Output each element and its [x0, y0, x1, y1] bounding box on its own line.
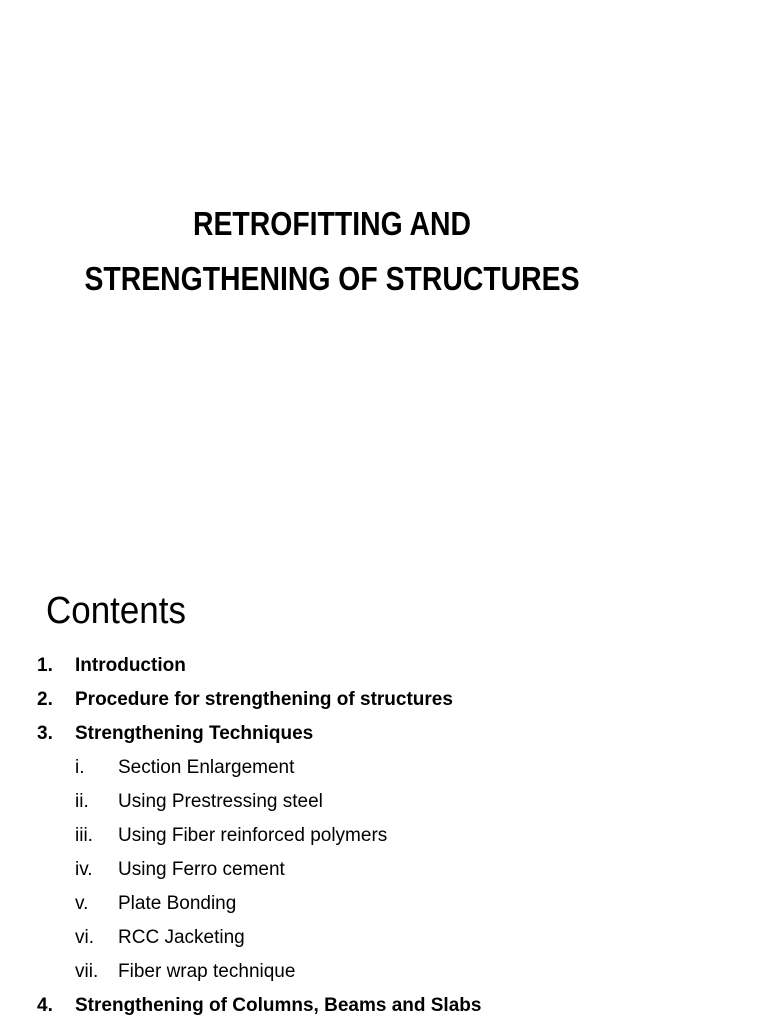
- item-number: 4.: [37, 995, 53, 1016]
- subitem-text: Using Fiber reinforced polymers: [118, 825, 388, 846]
- subitem-number: v.: [75, 893, 89, 914]
- subitem-text: Using Prestressing steel: [118, 791, 323, 812]
- contents-item-introduction: [37, 649, 757, 683]
- contents-subitem-prestressing-steel: [37, 785, 757, 819]
- contents-list: [37, 649, 757, 1023]
- item-number: 3.: [37, 723, 53, 744]
- subitem-text: Plate Bonding: [118, 893, 237, 914]
- contents-subitem-plate-bonding: [37, 887, 757, 921]
- contents-subitem-fiber-wrap: [37, 955, 757, 989]
- subitem-number: ii.: [75, 791, 89, 812]
- title-line-1: RETROFITTING AND: [193, 205, 471, 242]
- item-number: 1.: [37, 655, 53, 676]
- item-number: 2.: [37, 689, 53, 710]
- document-title: [46, 196, 617, 306]
- subitem-text: Fiber wrap technique: [118, 961, 296, 982]
- contents-subitem-section-enlargement: [37, 751, 757, 785]
- contents-subitem-rcc-jacketing: [37, 921, 757, 955]
- contents-heading: Contents: [46, 590, 186, 632]
- contents-subitem-ferro-cement: [37, 853, 757, 887]
- item-text: Procedure for strengthening of structures: [75, 689, 453, 710]
- item-text: Introduction: [75, 655, 186, 676]
- subitem-number: vi.: [75, 927, 94, 948]
- title-line-2: STRENGTHENING OF STRUCTURES: [84, 260, 580, 297]
- subitem-text: Using Ferro cement: [118, 859, 285, 880]
- contents-item-procedure: [37, 683, 757, 717]
- item-text: Strengthening Techniques: [75, 723, 314, 744]
- subitem-text: RCC Jacketing: [118, 927, 245, 948]
- item-text: Strengthening of Columns, Beams and Slabs: [75, 995, 482, 1016]
- subitem-text: Section Enlargement: [118, 757, 295, 778]
- subitem-number: iv.: [75, 859, 93, 880]
- contents-item-techniques: [37, 717, 757, 751]
- contents-item-columns-beams-slabs: [37, 989, 757, 1023]
- contents-subitem-fiber-polymers: [37, 819, 757, 853]
- subitem-number: vii.: [75, 961, 99, 982]
- subitem-number: i.: [75, 757, 85, 778]
- subitem-number: iii.: [75, 825, 93, 846]
